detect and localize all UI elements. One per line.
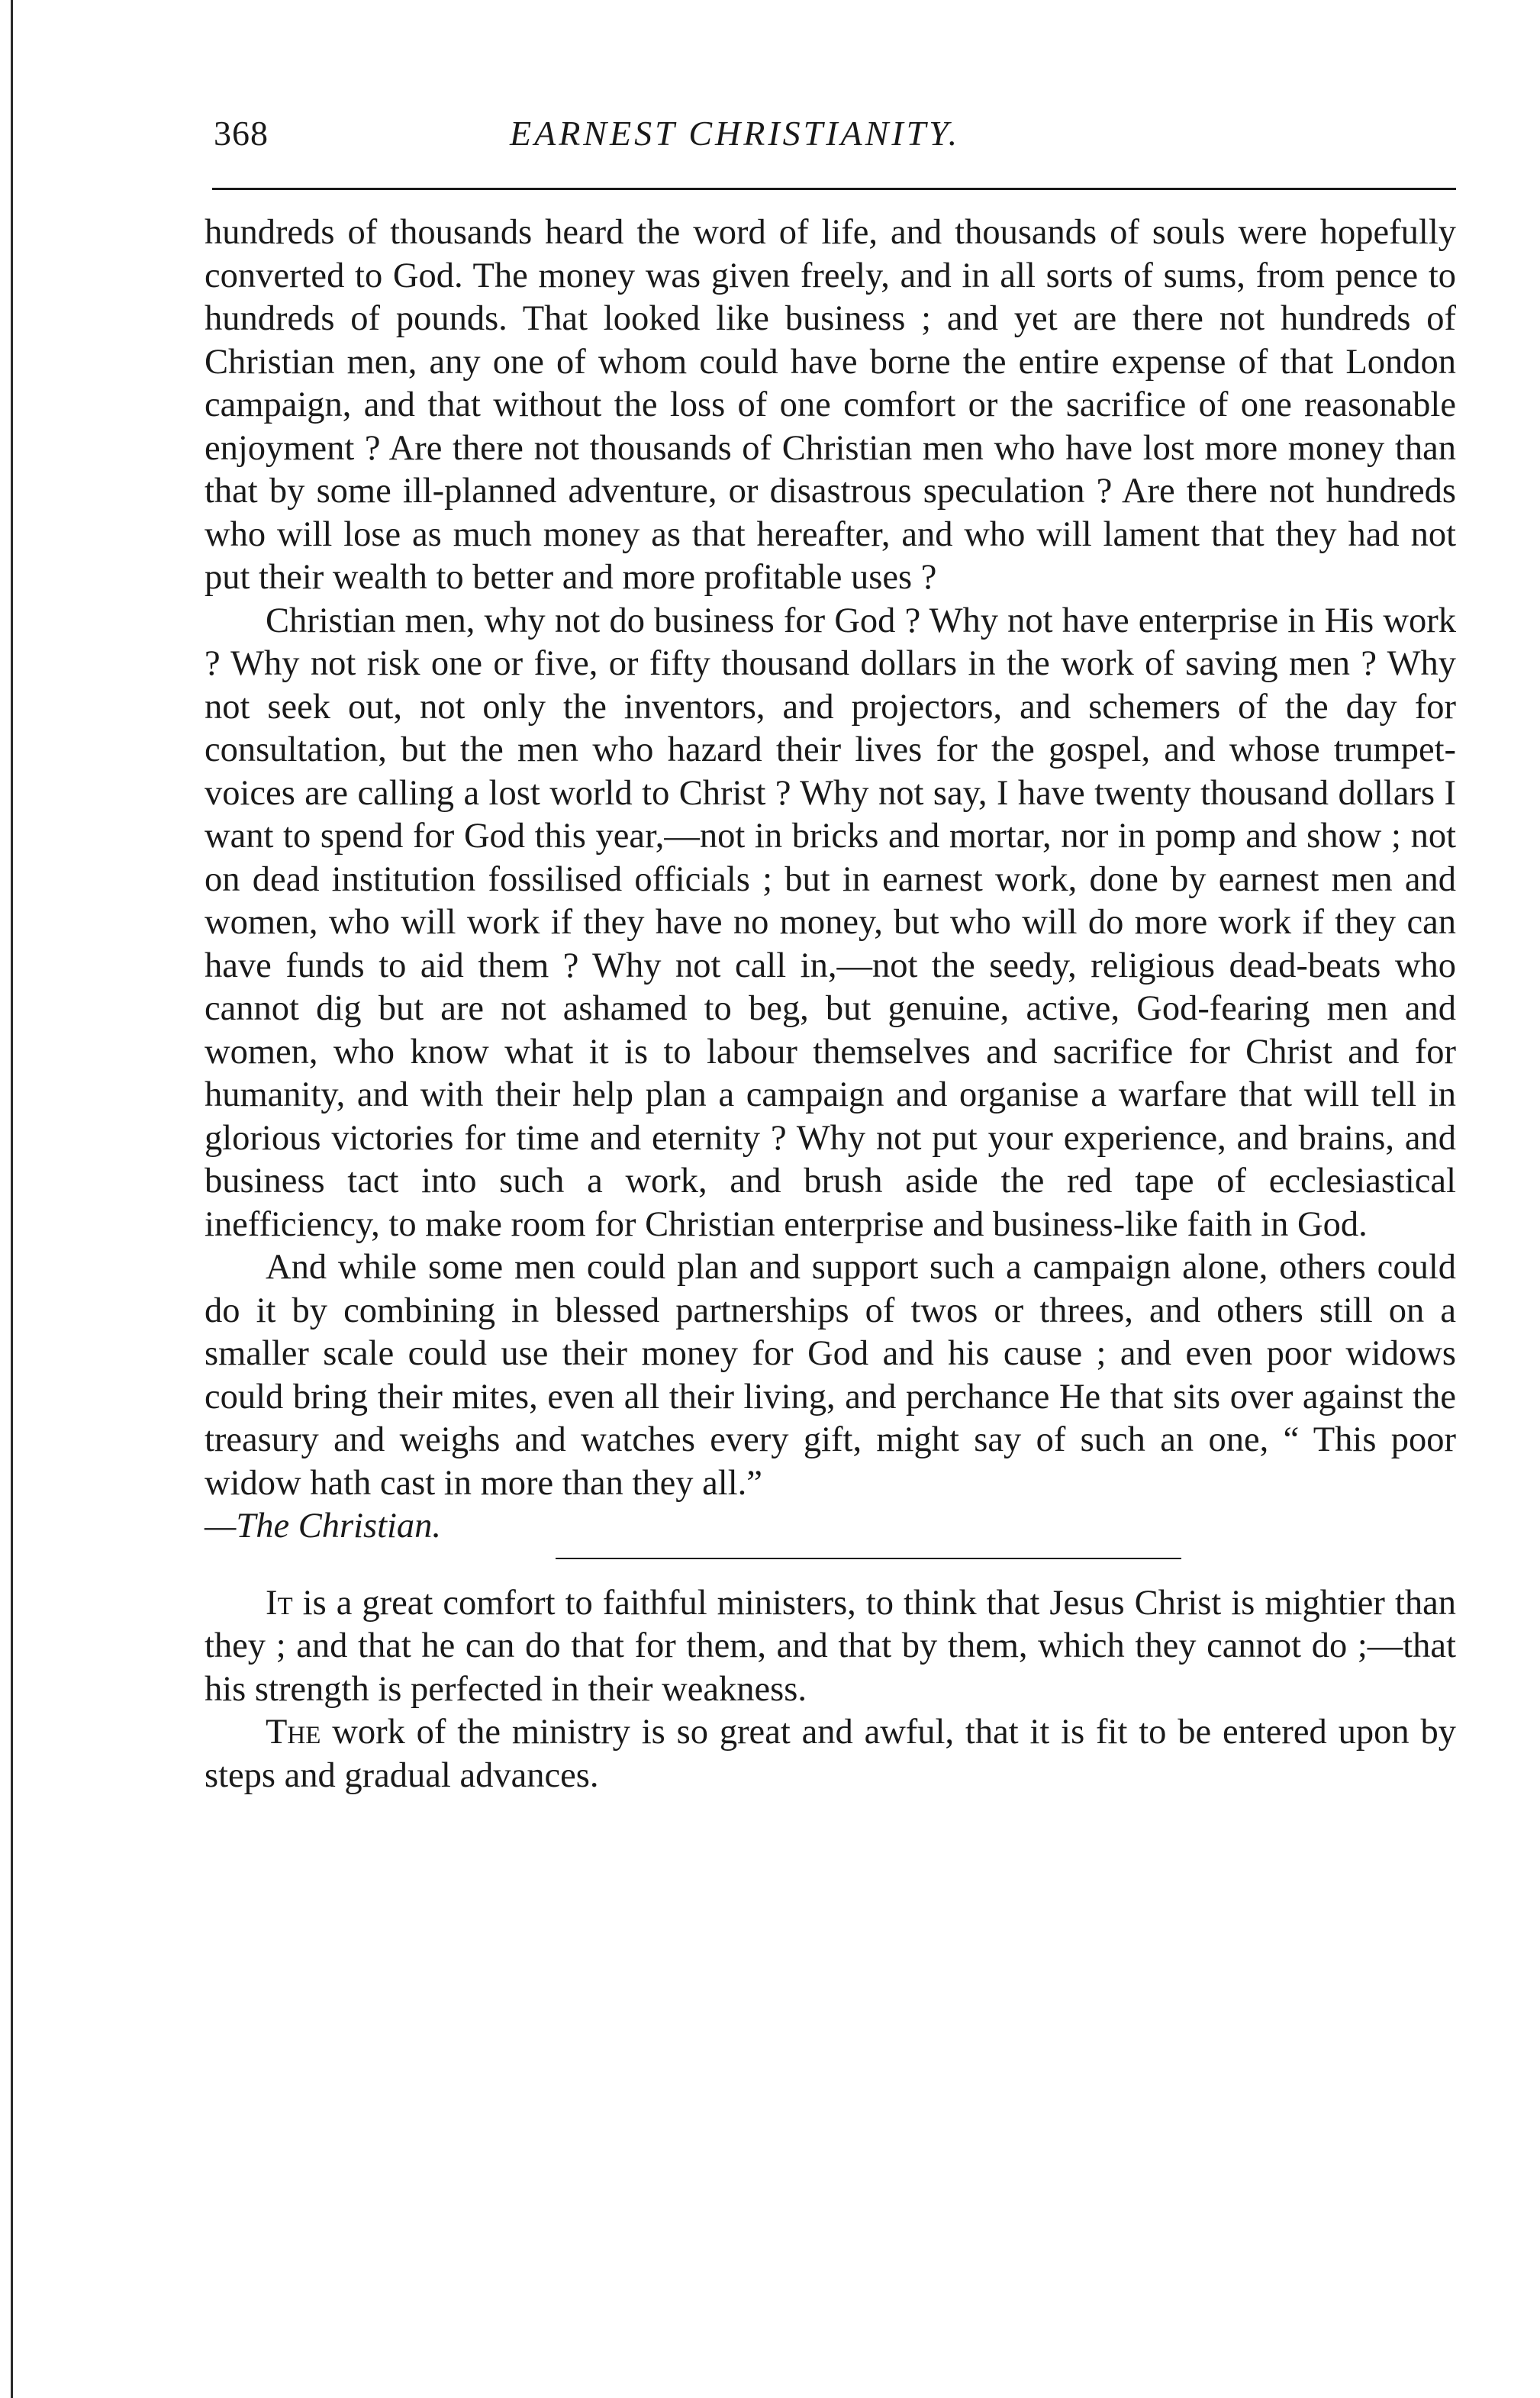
running-title: EARNEST CHRISTIANITY. [510, 114, 961, 153]
source-name: —The Christian. [205, 1507, 442, 1545]
page-number: 368 [214, 114, 269, 153]
extract-2-lead: The [266, 1713, 321, 1752]
binding-edge-rule [11, 0, 13, 2398]
paragraph-3: And while some men could plan and support such a campaign alone, others could do it by combining in blessed partnerships of twos or threes, and others still on a smaller scale could use their money for God and his cause ; and even poor widows could bring their mites, even all their living, and perchance He that sits over against the treasury and weighs and watches every gift, might say of such an one, “ This poor widow hath cast in more than they all.” [205, 1248, 1456, 1503]
section-divider [556, 1558, 1181, 1559]
extracts-body [205, 1582, 1456, 1798]
paragraph-2: Christian men, why not do business for God ? Why not have enterprise in His work ? Why not risk one or five, or fifty thousand dollars in the work of saving men ? Why not seek out, not only the inventors, and projectors, and schemers of the day for consultation, but the men who hazard their lives for the gospel, and whose trumpet-voices are calling a lost world to Christ ? Why not say, I have twenty thousand dollars I want to spend for God this year,—not in bricks and mortar, nor in pomp and show ; not on dead institution fossilised officials ; but in earnest work, done by earnest men and women, who will work if they have no money, but who will do more work if they can have funds to aid them ? Why not call in,—not the seedy, religious dead-beats who cannot dig but are not ashamed to beg, but genuine, active, God-fearing men and women, who know what it is to labour themselves and sacrifice for Christ and for humanity, and with their help plan a campaign and organise a warfare that will tell in glorious victories for time and eternity ? Why not put your experience, and brains, and business tact into such a work, and brush aside the red tape of ecclesiastical inefficiency, to make room for Christian enterprise and business-like faith in God. [205, 601, 1456, 1244]
extract-1-lead: It [266, 1583, 293, 1623]
extract-2-text: work of the ministry is so great and awful, that it is fit to be entered upon by steps and gradual advances. [205, 1713, 1456, 1795]
book-page [205, 107, 1456, 1797]
extract-1-text: is a great comfort to faithful ministers, to think that Jesus Christ is mightier than they ; and that he can do that for them, and that by them, which they cannot do ;—that his strength is perfected in their weakness. [205, 1583, 1456, 1709]
extract-2 [205, 1711, 1456, 1797]
paragraph-1: hundreds of thousands heard the word of life, and thousands of souls were hopefully converted to God. The money was given freely, and in all sorts of sums, from pence to hundreds of pounds. That looked like business ; and yet are there not hundreds of Christian men, any one of whom could have borne the entire expense of that London campaign, and that without the loss of one comfort or the sacrifice of one reasonable enjoyment ? Are there not thousands of Christian men who have lost more money than that by some ill-planned adventure, or disastrous speculation ? Are there not hundreds who will lose as much money as that hereafter, and who will lament that they had not put their wealth to better and more profitable uses ? [205, 213, 1456, 597]
source-attribution [205, 1505, 1456, 1549]
extract-1 [205, 1582, 1456, 1712]
article-body [205, 211, 1456, 1549]
header-rule [212, 188, 1456, 190]
running-head [205, 107, 1456, 168]
